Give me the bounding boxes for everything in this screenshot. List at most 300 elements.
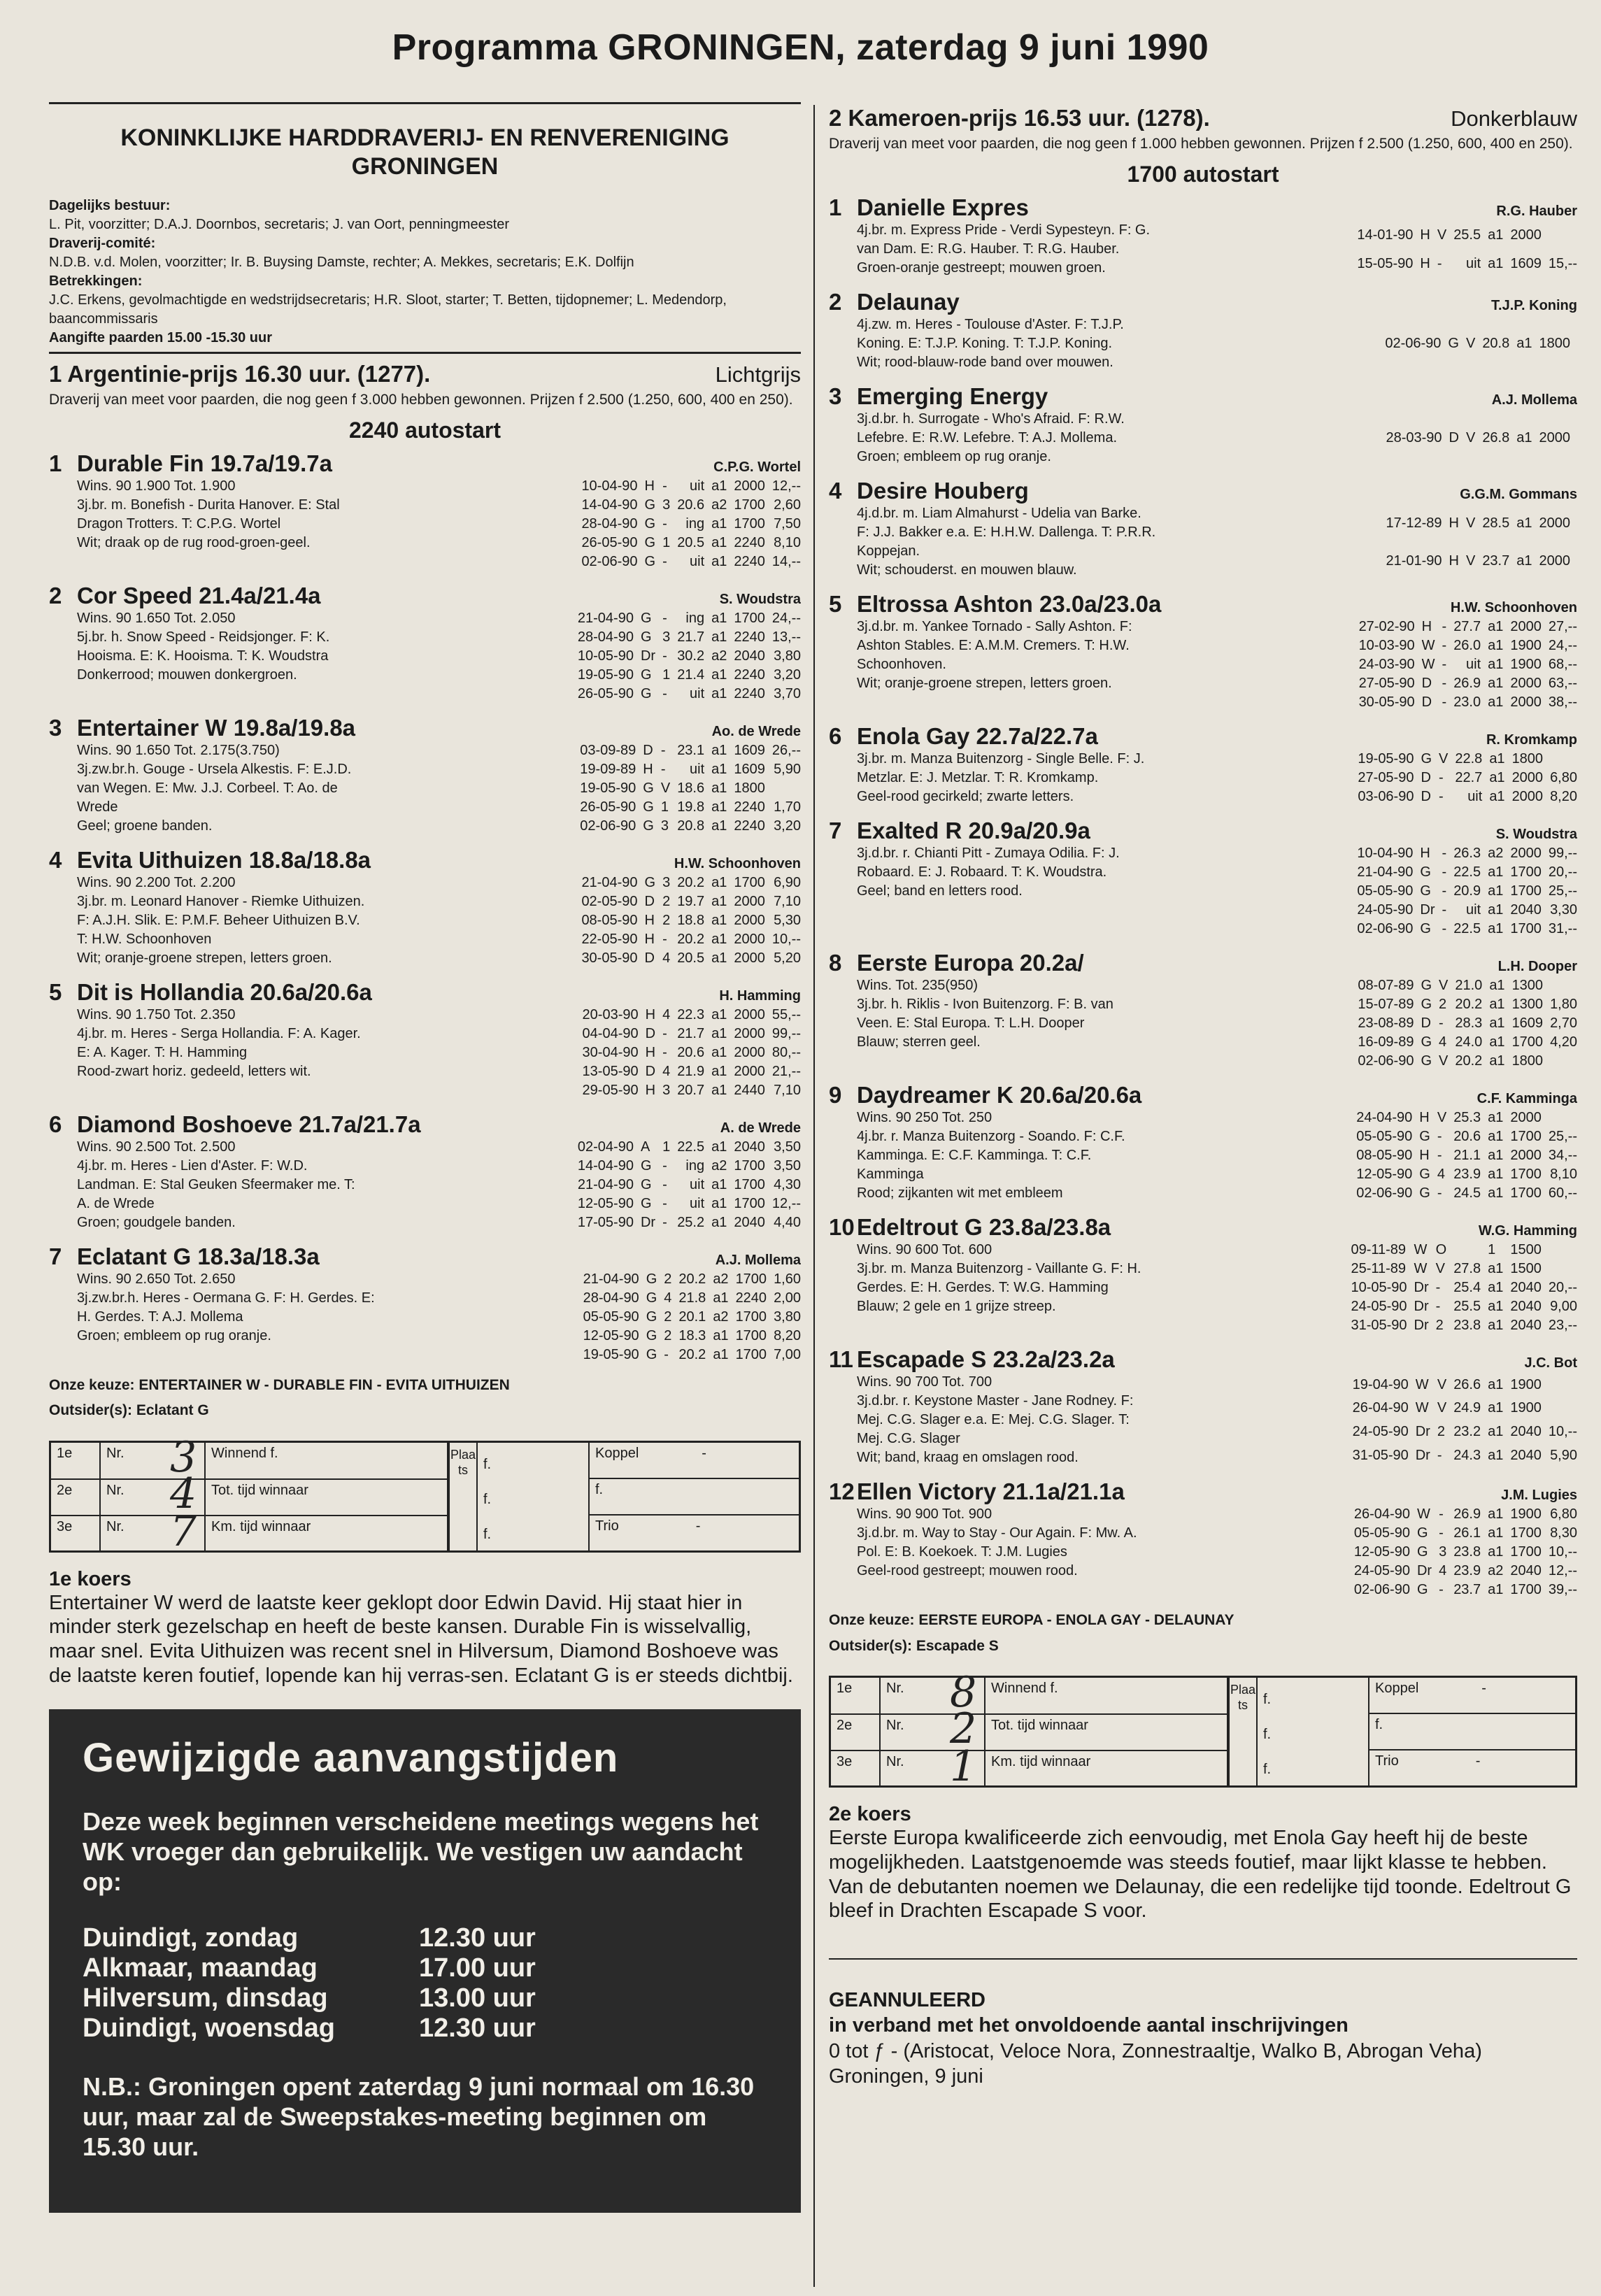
result-cell: 2040 [1510, 1299, 1542, 1315]
horse-name-line [49, 450, 332, 477]
result-cell: 2000 [1539, 515, 1570, 531]
horse-number: 10 [829, 1214, 855, 1241]
result-cell: 27,-- [1548, 619, 1577, 635]
result-cell: - [662, 1044, 667, 1060]
horse-info-line: Wins. 90 900 Tot. 900 [857, 1506, 992, 1523]
result-row [1346, 1373, 1577, 1397]
result-cell: - [1442, 902, 1447, 918]
horse-header [49, 583, 801, 609]
result-cell: a1 [1488, 1148, 1504, 1164]
result-cell: 2000 [734, 950, 765, 966]
result-cell: - [662, 1176, 667, 1192]
left-column [49, 98, 801, 2282]
result-cell: 2240 [735, 1290, 767, 1306]
result-cell: 24.9 [1453, 1400, 1481, 1416]
horse-info-line: Geel; groene banden. [77, 818, 213, 834]
result-cell: a2 [713, 1309, 729, 1325]
result-cell: 26-04-90 [1352, 1400, 1409, 1416]
place-label: 2e [51, 1479, 100, 1516]
horse-name-line [829, 194, 1029, 221]
result-cell: - [1437, 255, 1442, 271]
result-cell: 28-04-90 [583, 1290, 639, 1306]
cancelled-place-date: Groningen, 9 juni [829, 2065, 983, 2088]
horse-entry [49, 847, 801, 968]
horse-info-line: Wit; schouderst. en mouwen blauw. [857, 562, 1077, 578]
result-row [1352, 655, 1577, 674]
number-field[interactable]: Nr. [880, 1678, 985, 1714]
result-cell: H [644, 912, 655, 928]
horse-entry [49, 979, 801, 1100]
result-row [574, 874, 801, 892]
horse-info-line: Geel-rood gestreept; mouwen rood. [857, 1563, 1078, 1579]
result-cell: 02-06-90 [1356, 1185, 1413, 1202]
our-choice: Onze keuze: EERSTE EUROPA - ENOLA GAY - DELAUNAY [829, 1612, 1234, 1629]
result-box-places [831, 1678, 1230, 1785]
horse-results-table [1351, 750, 1577, 806]
result-cell: 2,60 [774, 497, 801, 513]
result-row [1352, 636, 1577, 655]
result-row [1352, 618, 1577, 636]
horse-name: Eltrossa Ashton 23.0a/23.0a [857, 591, 1162, 618]
result-cell: 28-04-90 [581, 515, 638, 532]
result-cell: 1900 [1510, 1400, 1542, 1416]
horse-info [829, 618, 1207, 712]
result-cell: - [660, 761, 666, 777]
result-cell: 19.8 [677, 799, 705, 815]
horse-header [49, 450, 801, 477]
result-cell: 20.2 [1455, 997, 1483, 1013]
result-cell: 22-05-90 [581, 931, 638, 947]
horse-info [829, 504, 1207, 580]
result-cell: D [1449, 430, 1459, 446]
result-cell: a1 [1489, 770, 1505, 786]
commentary-text: Entertainer W werd de laatste keer geklopt door Edwin David. Hij staat hier in minder sterk gezelschap en heeft de beste kansen. Durable Fin is wisselvallig, maar snel. Evita Uithuizen was recent snel in Hilversum, Diamond Boshoeve was de laatste keren foutief, lopende kan hij verras-sen. Eclatant G is er steeds dichtbij. [49, 1591, 793, 1687]
result-cell: 1700 [1510, 864, 1542, 880]
result-row [1346, 1420, 1577, 1444]
horse-number: 8 [829, 950, 842, 976]
horse-number: 1 [829, 194, 842, 221]
result-row [1344, 1297, 1577, 1316]
horse-entry [49, 450, 801, 571]
horse-name-line [829, 1214, 1111, 1241]
result-cell: 1700 [734, 610, 765, 626]
horse-driver: S. Woudstra [1495, 827, 1577, 843]
result-cell: G [644, 874, 656, 890]
result-cell: 30-05-90 [1358, 694, 1415, 711]
horse-body [829, 315, 1577, 372]
aangifte-text: Aangifte paarden 15.00 -15.30 uur [49, 329, 273, 345]
horse-name-line [49, 847, 371, 874]
result-cell: 21-04-90 [577, 610, 634, 626]
result-box-bets [1369, 1678, 1575, 1785]
result-cell: 2000 [734, 1044, 765, 1060]
start-time-row [83, 1953, 536, 1983]
result-cell: a1 [1488, 638, 1504, 654]
result-cell: 1800 [734, 780, 765, 796]
horse-info-line: Wit; oranje-groene strepen, letters groen. [77, 950, 332, 966]
plaats-label: Plaats [450, 1443, 478, 1550]
horse-driver: W.G. Hamming [1478, 1223, 1577, 1239]
horse-info-line: Wit; draak op de rug rood-groen-geel. [77, 534, 311, 550]
result-cell: uit [690, 1176, 705, 1192]
result-cell: 2040 [734, 1139, 765, 1155]
result-cell: 2 [662, 912, 671, 928]
result-cell: 10,-- [1548, 1424, 1577, 1440]
result-cell [1543, 1052, 1577, 1071]
result-row [571, 628, 801, 647]
result-cell: - [1435, 1299, 1441, 1315]
result-cell: 1700 [1510, 921, 1542, 937]
result-cell: G [646, 1290, 657, 1306]
horse-header [829, 591, 1577, 618]
race-header [829, 105, 1577, 131]
result-cell: 2000 [1511, 789, 1544, 805]
horse-body [49, 1270, 801, 1364]
result-cell: 3 [1439, 1544, 1447, 1560]
horse-driver: C.P.G. Wortel [713, 459, 801, 475]
result-cell: 27.7 [1453, 619, 1481, 635]
horse-name: Daydreamer K 20.6a/20.6a [857, 1082, 1142, 1108]
horse-name: Emerging Energy [857, 383, 1048, 410]
result-cell: 20.2 [677, 931, 705, 947]
result-cell: a1 [1489, 1053, 1505, 1069]
horse-entry [829, 818, 1577, 939]
result-cell: a1 [711, 874, 727, 890]
horse-driver: H.W. Schoonhoven [1450, 600, 1577, 616]
result-cell: 08-07-89 [1358, 978, 1414, 994]
result-cell: 1900 [1510, 1376, 1542, 1392]
trio-field[interactable] [1369, 1750, 1575, 1787]
result-cell: - [662, 1214, 667, 1230]
result-cell: 04-04-90 [582, 1025, 639, 1041]
horse-results-table [573, 741, 801, 836]
result-cell [1542, 1373, 1577, 1397]
result-cell: V [1439, 751, 1449, 767]
result-cell: 20.2 [677, 874, 705, 890]
horse-body [49, 609, 801, 704]
result-cell: a1 [711, 931, 727, 947]
result-cell: 10-05-90 [577, 648, 634, 664]
horse-entry [829, 591, 1577, 712]
result-cell: a1 [711, 685, 727, 701]
result-cell: 3 [662, 1082, 671, 1098]
horse-info-line: 3j.br. m. Manza Buitenzorg - Single Belle. F: J. [857, 751, 1145, 767]
horse-info [49, 1270, 427, 1364]
horse-info-line: 4j.br. m. Heres - Lien d'Aster. F: W.D. [77, 1157, 308, 1174]
result-cell: a1 [1489, 1034, 1505, 1050]
result-cell: ing [685, 610, 705, 626]
result-cell: a1 [1488, 694, 1504, 711]
result-cell: a1 [711, 799, 727, 815]
result-row [1350, 250, 1577, 278]
horse-driver: H. Hamming [719, 987, 801, 1004]
start-time-row [83, 1923, 536, 1953]
horse-name: Desire Houberg [857, 478, 1029, 504]
horse-header [829, 289, 1577, 315]
race-color: Lichtgrijs [715, 362, 801, 387]
result-cell: a2 [711, 497, 727, 513]
result-row [1347, 1524, 1577, 1543]
result-cell: 2 [664, 1327, 672, 1343]
result-cell: 80,-- [771, 1044, 801, 1060]
horse-info-line: Kamminga. E: C.F. Kamminga. T: C.F. [857, 1148, 1092, 1164]
race-distance: 1700 autostart [1127, 162, 1279, 187]
horse-body [829, 976, 1577, 1071]
horse-info-line: Wins. 90 2.500 Tot. 2.500 [77, 1139, 236, 1155]
horse-entry [49, 1243, 801, 1364]
horse-name-line [829, 723, 1098, 750]
number-field[interactable]: Nr. [880, 1714, 985, 1750]
result-cell: 26.0 [1453, 638, 1481, 654]
result-cell: 23.1 [677, 742, 705, 758]
result-cell: 08-05-90 [581, 912, 638, 928]
result-row [1351, 1033, 1577, 1052]
result-cell: 25-11-89 [1351, 1261, 1407, 1277]
result-cell: 30-04-90 [582, 1044, 639, 1060]
page-title: Programma GRONINGEN, zaterdag 9 juni 1990 [392, 27, 1209, 68]
result-cell: 25.5 [1453, 227, 1481, 243]
result-field-label: Tot. tijd winnaar [205, 1479, 448, 1516]
result-cell: 3 [660, 818, 669, 834]
result-cell: a1 [1488, 1261, 1504, 1277]
amount-field[interactable]: f. [1263, 1691, 1272, 1707]
result-cell: 2440 [734, 1082, 765, 1098]
horse-header [829, 1346, 1577, 1373]
venue-day: Duindigt, woensdag [83, 2013, 335, 2044]
amount-field[interactable]: f. [1263, 1726, 1272, 1742]
result-cell: G [1421, 1053, 1432, 1069]
dagelijks-text: L. Pit, voorzitter; D.A.J. Doornbos, secretaris; J. van Oort, penningmeester [49, 216, 510, 232]
horse-info-line: Robaard. E: J. Robaard. T: K. Woudstra. [857, 864, 1107, 880]
result-row [1349, 1146, 1577, 1165]
horse-info-line: 4j.br. r. Manza Buitenzorg - Soando. F: C.F. [857, 1129, 1125, 1145]
result-cell: ing [685, 1157, 705, 1174]
result-cell: 1700 [1510, 1129, 1542, 1145]
koppel-field[interactable] [1369, 1678, 1575, 1714]
horse-info-line: Rood; zijkanten wit met embleem [857, 1185, 1063, 1202]
amount-field[interactable]: f. [483, 1526, 492, 1542]
result-cell: D [644, 950, 655, 966]
horse-entry [829, 950, 1577, 1071]
result-cell: a1 [711, 478, 727, 494]
horse-header [49, 847, 801, 874]
result-cell: D [644, 893, 655, 909]
horse-results-table [571, 609, 801, 704]
result-cell: uit [690, 1195, 705, 1211]
horse-entry [829, 1214, 1577, 1335]
result-cell: 28-04-90 [577, 629, 634, 645]
horse-info-line: Groen; embleem op rug oranje. [857, 449, 1051, 465]
horse-info-line: Wins. 90 250 Tot. 250 [857, 1110, 992, 1126]
koppel-amount[interactable]: f. [590, 1479, 799, 1516]
horse-number: 5 [49, 978, 62, 1005]
amount-field[interactable]: f. [483, 1491, 492, 1507]
horse-info-line: Wins. 90 1.900 Tot. 1.900 [77, 478, 236, 494]
result-cell: 2240 [734, 818, 765, 834]
result-cell: 15-07-89 [1358, 997, 1414, 1013]
result-cell: a1 [1488, 1280, 1504, 1296]
result-cell: G [1421, 751, 1432, 767]
horse-entry [49, 1111, 801, 1232]
result-cell: 2000 [734, 1006, 765, 1022]
horse-number: 6 [49, 1111, 62, 1137]
result-cell: uit [1466, 255, 1481, 271]
result-cell: 8,30 [1550, 1525, 1577, 1541]
result-cell: 14-04-90 [581, 497, 638, 513]
result-cell: a1 [1516, 430, 1532, 446]
koppel-dash: - [1481, 1680, 1486, 1696]
koppel-field[interactable] [590, 1443, 799, 1479]
trio-field[interactable] [590, 1516, 799, 1552]
result-cell: 20.8 [1482, 336, 1510, 352]
result-cell: a1 [711, 761, 727, 777]
result-cell: G [1419, 1185, 1430, 1202]
horse-entry [829, 1346, 1577, 1467]
result-cell: Dr [1414, 1280, 1429, 1296]
result-cell: 21.0 [1455, 978, 1483, 994]
plaats-amounts [478, 1443, 590, 1550]
horse-info [829, 844, 1207, 939]
result-cell: a1 [1488, 1129, 1504, 1145]
result-cell: a1 [711, 950, 727, 966]
commentary-heading: 2e koers [829, 1802, 911, 1825]
horse-info-line: H. Gerdes. T: A.J. Mollema [77, 1309, 243, 1325]
result-cell: 08-05-90 [1356, 1148, 1413, 1164]
horse-info-line: Donkerrood; mouwen donkergroen. [77, 666, 297, 683]
result-cell: G [644, 534, 656, 550]
result-cell: a1 [711, 742, 727, 758]
result-cell: a1 [711, 1195, 727, 1211]
result-cell: - [1437, 1185, 1442, 1202]
result-cell: 1900 [1510, 638, 1542, 654]
horse-driver: C.F. Kamminga [1477, 1091, 1577, 1107]
horse-info [829, 221, 1207, 278]
result-cell: 10-03-90 [1358, 638, 1415, 654]
result-cell: 1609 [734, 742, 765, 758]
result-cell: 7,00 [774, 1346, 801, 1362]
result-cell [1542, 1397, 1577, 1420]
result-cell: W [1421, 638, 1435, 654]
result-cell: 1 [662, 1139, 671, 1155]
number-field[interactable]: Nr. [100, 1443, 205, 1479]
result-cell: 1300 [1511, 978, 1544, 994]
result-cell: G [1419, 1167, 1430, 1183]
result-cell: G [646, 1271, 657, 1287]
result-cell: 19-04-90 [1352, 1376, 1409, 1392]
result-box-row [831, 1678, 1228, 1714]
result-cell: 2 [664, 1271, 672, 1287]
result-cell: - [1439, 1525, 1444, 1541]
horse-number: 3 [49, 714, 62, 741]
result-cell: 2040 [1510, 902, 1542, 918]
result-cell: W [1415, 1376, 1429, 1392]
result-cell: 2240 [734, 534, 765, 550]
result-cell: a1 [711, 1006, 727, 1022]
result-cell: a1 [1488, 657, 1504, 673]
amount-field[interactable]: f. [483, 1456, 492, 1472]
result-cell: 2000 [734, 478, 765, 494]
result-cell: 2040 [1510, 1318, 1542, 1334]
horse-name: Ellen Victory 21.1a/21.1a [857, 1478, 1125, 1505]
result-row [1379, 542, 1577, 580]
number-field[interactable]: Nr. [100, 1479, 205, 1516]
result-cell: 38,-- [1548, 694, 1577, 711]
result-cell: 3 [662, 874, 671, 890]
result-cell: 03-06-90 [1358, 789, 1414, 805]
result-cell: a1 [1516, 552, 1532, 569]
result-cell: a1 [1488, 1400, 1504, 1416]
result-cell: 2 [1435, 1318, 1444, 1334]
result-cell [1446, 1241, 1481, 1260]
result-row [574, 911, 801, 930]
result-cell: 21,-- [771, 1063, 801, 1079]
horse-number: 11 [829, 1346, 853, 1373]
horse-number: 3 [829, 383, 842, 410]
result-row [1350, 920, 1577, 939]
result-cell: 24-05-90 [1351, 1299, 1407, 1315]
result-cell: 23.9 [1453, 1167, 1481, 1183]
horse-name-line [829, 591, 1161, 618]
result-cell: a1 [1488, 1376, 1504, 1392]
result-field-label: Km. tijd winnaar [985, 1750, 1228, 1787]
horse-name-line [49, 583, 321, 609]
result-cell: G [646, 1327, 657, 1343]
horse-info-line: 3j.zw.br.h. Heres - Oermana G. F: H. Gerdes. E: [77, 1290, 375, 1306]
result-cell: a1 [1488, 255, 1504, 271]
koppel-amount[interactable]: f. [1369, 1714, 1575, 1750]
result-cell: 1609 [1510, 255, 1542, 271]
horse-results-table [1378, 315, 1577, 372]
result-cell: 18.6 [677, 780, 705, 796]
number-field[interactable]: Nr. [100, 1516, 205, 1552]
result-cell: 1 [662, 534, 671, 550]
start-times-table [83, 1923, 536, 2044]
horse-header [829, 723, 1577, 750]
result-cell: D [1421, 694, 1432, 711]
result-cell: a1 [711, 1082, 727, 1098]
horse-entry [829, 194, 1577, 278]
result-cell: 1 [1488, 1242, 1496, 1258]
result-cell: 23.8 [1453, 1544, 1481, 1560]
horse-body [829, 844, 1577, 939]
result-row [1349, 1108, 1577, 1127]
horse-info-line: Groen; embleem op rug oranje. [77, 1327, 271, 1343]
result-cell: 3,70 [774, 685, 801, 701]
horse-header [829, 383, 1577, 410]
horse-body [829, 504, 1577, 580]
outsiders: Outsider(s): Eclatant G [49, 1402, 209, 1419]
result-cell: 25.4 [1453, 1280, 1481, 1296]
number-field[interactable]: Nr. [880, 1750, 985, 1787]
horse-name: Escapade S 23.2a/23.2a [857, 1346, 1115, 1373]
result-cell: 20.6 [1453, 1129, 1481, 1145]
result-row [1347, 1505, 1577, 1524]
cancelled-reason: in verband met het onvoldoende aantal inschrijvingen [829, 2014, 1349, 2037]
result-cell: 7,50 [774, 515, 801, 532]
result-cell: 23.8 [1453, 1318, 1481, 1334]
horse-info-line: 4j.br. m. Express Pride - Verdi Sypesteyn. F: G. [857, 222, 1151, 238]
amount-field[interactable]: f. [1263, 1761, 1272, 1777]
horse-body [49, 741, 801, 836]
result-cell: 12,-- [1548, 1563, 1577, 1579]
result-cell: 7,10 [774, 1082, 801, 1098]
result-cell: a1 [1516, 336, 1532, 352]
race-color: Donkerblauw [1451, 106, 1577, 131]
result-row [576, 1270, 801, 1289]
start-time-row [83, 2013, 536, 2044]
result-cell: 24,-- [771, 610, 801, 626]
result-cell: 39,-- [1548, 1582, 1577, 1598]
